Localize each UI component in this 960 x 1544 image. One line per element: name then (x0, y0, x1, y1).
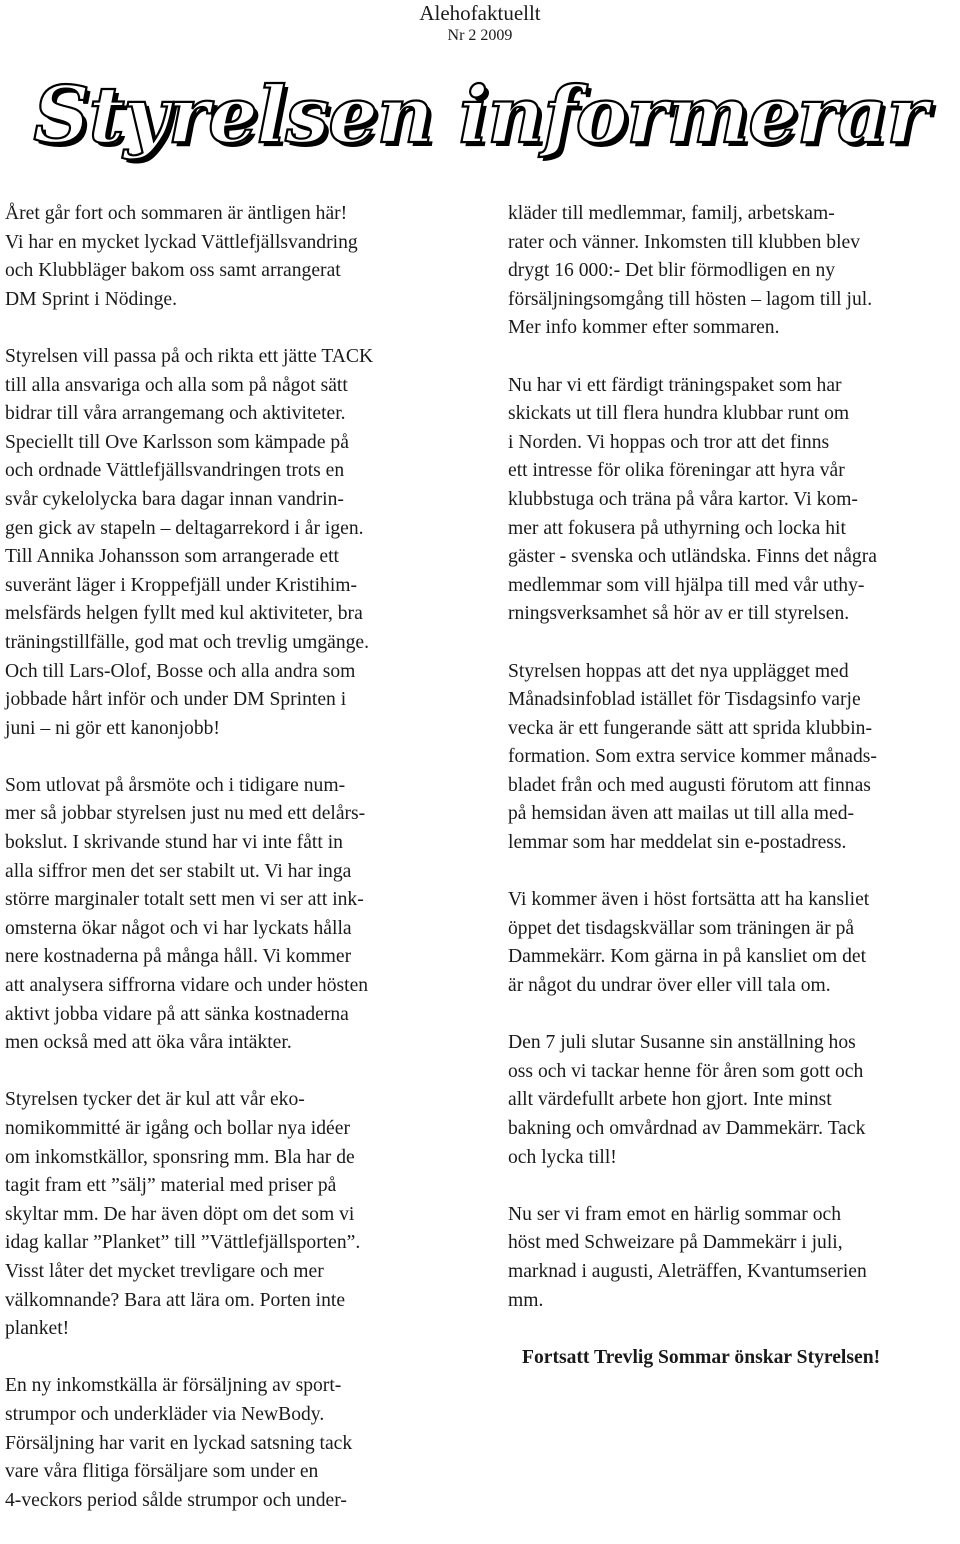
text-line: att analysera siffrorna vidare och under hösten (5, 975, 369, 997)
paragraph (508, 1201, 958, 1315)
text-line: allt värdefullt arbete hon gjort. Inte minst (508, 1089, 832, 1111)
text-line: gäster - svenska och utländska. Finns det några (508, 546, 877, 568)
text-line: bladet från och med augusti förutom att finnas (508, 774, 871, 796)
text-line: försäljningsomgång till hösten – lagom till jul. (508, 288, 873, 310)
left-text-column (5, 200, 455, 1544)
issue-number: Nr 2 2009 (447, 27, 513, 44)
text-line: träningstillfälle, god mat och trevlig umgänge. (5, 631, 370, 653)
text-line: mer så jobbar styrelsen just nu med ett delårs- (5, 803, 366, 825)
page-title: Styrelsen informerar (33, 70, 927, 161)
text-line: alla siffror men det ser stabilt ut. Vi har inga (5, 860, 352, 882)
text-line: mer att fokusera på uthyrning och locka hit (508, 517, 846, 539)
text-line: höst med Schweizare på Dammekärr i juli, (508, 1232, 843, 1254)
text-line: till alla ansvariga och alla som på något sätt (5, 374, 348, 396)
paragraph (508, 372, 958, 629)
text-line: Styrelsen tycker det är kul att vår eko- (5, 1089, 305, 1111)
paragraph (508, 200, 958, 343)
text-line: Månadsinfoblad istället för Tisdagsinfo varje (508, 689, 861, 711)
text-line: Nu ser vi fram emot en härlig sommar och (508, 1203, 841, 1225)
text-line: på hemsidan även att mailas ut till alla med- (508, 803, 855, 825)
paragraph (5, 1086, 455, 1343)
paragraph (5, 200, 455, 314)
text-line: rningsverksamhet så hör av er till styrelsen. (508, 603, 850, 625)
paragraph (508, 886, 958, 1000)
text-line: och Klubbläger bakom oss samt arrangerat (5, 260, 341, 282)
text-line: idag kallar ”Planket” till ”Vättlefjällsporten”. (5, 1232, 361, 1254)
text-line: bokslut. I skrivande stund har vi inte fått in (5, 832, 343, 854)
text-line: Som utlovat på årsmöte och i tidigare num- (5, 774, 346, 796)
text-line: bidrar till våra arrangemang och aktiviteter. (5, 403, 346, 425)
text-line: En ny inkomstkälla är försäljning av sport- (5, 1375, 342, 1397)
text-line: gen gick av stapeln – deltagarrekord i år igen. (5, 517, 364, 539)
text-line: DM Sprint i Nödinge. (5, 288, 177, 310)
text-line: och ordnade Vättlefjällsvandringen trots en (5, 460, 345, 482)
publication-name: Alehofaktuellt (419, 1, 541, 25)
text-line: nomikommitté är igång och bollar nya idéer (5, 1118, 350, 1139)
text-line: strumpor och underkläder via NewBody. (5, 1403, 325, 1425)
text-line: oss och vi tackar henne för åren som gott och (508, 1060, 864, 1082)
text-line: 4-veckors period sålde strumpor och under- (5, 1489, 347, 1511)
text-line: skyltar mm. De har även döpt om det som vi (5, 1203, 355, 1225)
text-line: lemmar som har meddelat sin e-postadress. (508, 832, 847, 854)
text-line: skickats ut till flera hundra klubbar runt om (508, 403, 850, 425)
text-line: välkomnande? Bara att lära om. Porten inte (5, 1289, 346, 1311)
text-line: Dammekärr. Kom gärna in på kansliet om det (508, 946, 867, 968)
text-line: suveränt läger i Kroppefjäll under Kristihim- (5, 574, 358, 596)
text-line: Vi har en mycket lyckad Vättlefjällsvandring (5, 231, 358, 253)
right-text-column (508, 200, 958, 1372)
text-line: Visst låter det mycket trevligare och mer (5, 1260, 324, 1282)
paragraph (508, 658, 958, 858)
text-line: men också med att öka våra intäkter. (5, 1032, 292, 1054)
text-line: rater och vänner. Inkomsten till klubben blev (508, 231, 861, 253)
text-line: Speciellt till Ove Karlsson som kämpade på (5, 431, 349, 453)
text-line: vare våra flitiga försäljare som under en (5, 1461, 319, 1483)
text-line: ett intresse för olika föreningar att hyra vår (508, 460, 845, 482)
text-line: marknad i augusti, Aleträffen, Kvantumserien (508, 1260, 867, 1282)
text-line: kläder till medlemmar, familj, arbetskam- (508, 203, 835, 224)
text-line: Den 7 juli slutar Susanne sin anställning hos (508, 1032, 856, 1054)
text-line: drygt 16 000:- Det blir förmodligen en ny (508, 260, 836, 282)
text-line: tagit fram ett ”sälj” material med priser på (5, 1175, 337, 1197)
text-line: aktivt jobba vidare på att sänka kostnaderna (5, 1003, 349, 1025)
text-line: Styrelsen hoppas att det nya upplägget med (508, 660, 849, 682)
closing-greeting: Fortsatt Trevlig Sommar önskar Styrelsen! (522, 1346, 881, 1368)
text-line: i Norden. Vi hoppas och tror att det finns (508, 431, 830, 453)
text-line: svår cykelolycka bara dagar innan vandrin- (5, 488, 344, 510)
text-line: Och till Lars-Olof, Bosse och alla andra som (5, 660, 356, 682)
paragraph (5, 1372, 455, 1515)
text-line: juni – ni gör ett kanonjobb! (5, 717, 220, 739)
text-line: Till Annika Johansson som arrangerade ett (5, 546, 339, 568)
text-line: nere kostnaderna på många håll. Vi kommer (5, 946, 352, 968)
text-line: större marginaler totalt sett men vi ser att ink- (5, 889, 364, 911)
text-line: medlemmar som vill hjälpa till med vår uthy- (508, 574, 865, 596)
text-line: Året går fort och sommaren är äntligen här! (5, 203, 348, 224)
text-line: planket! (5, 1318, 70, 1340)
text-line: formation. Som extra service kommer månads- (508, 746, 877, 768)
text-line: klubbstuga och träna på våra kartor. Vi kom- (508, 488, 858, 510)
text-line: Försäljning har varit en lyckad satsning tack (5, 1432, 353, 1454)
text-line: Nu har vi ett färdigt träningspaket som har (508, 374, 842, 396)
text-line: är något du undrar över eller vill tala om. (508, 975, 831, 997)
text-line: mm. (508, 1289, 544, 1311)
text-line: bakning och omvårdnad av Dammekärr. Tack (508, 1118, 866, 1139)
paragraph (5, 772, 455, 1058)
text-line: vecka är ett fungerande sätt att sprida klubbin- (508, 717, 872, 739)
text-line: öppet det tisdagskvällar som träningen är på (508, 917, 855, 939)
text-line: Vi kommer även i höst fortsätta att ha kansliet (508, 889, 870, 911)
text-line: Mer info kommer efter sommaren. (508, 317, 780, 339)
text-line: jobbade hårt inför och under DM Sprinten i (5, 689, 347, 711)
text-line: omsterna ökar något och vi har lyckats hålla (5, 917, 352, 939)
paragraph (508, 1029, 958, 1172)
text-line: melsfärds helgen fyllt med kul aktiviteter, bra (5, 603, 363, 625)
text-line: om inkomstkällor, sponsring mm. Bla har de (5, 1146, 355, 1168)
text-line: och lycka till! (508, 1146, 617, 1168)
paragraph (5, 343, 455, 743)
text-line: Styrelsen vill passa på och rikta ett jätte TACK (5, 345, 374, 367)
